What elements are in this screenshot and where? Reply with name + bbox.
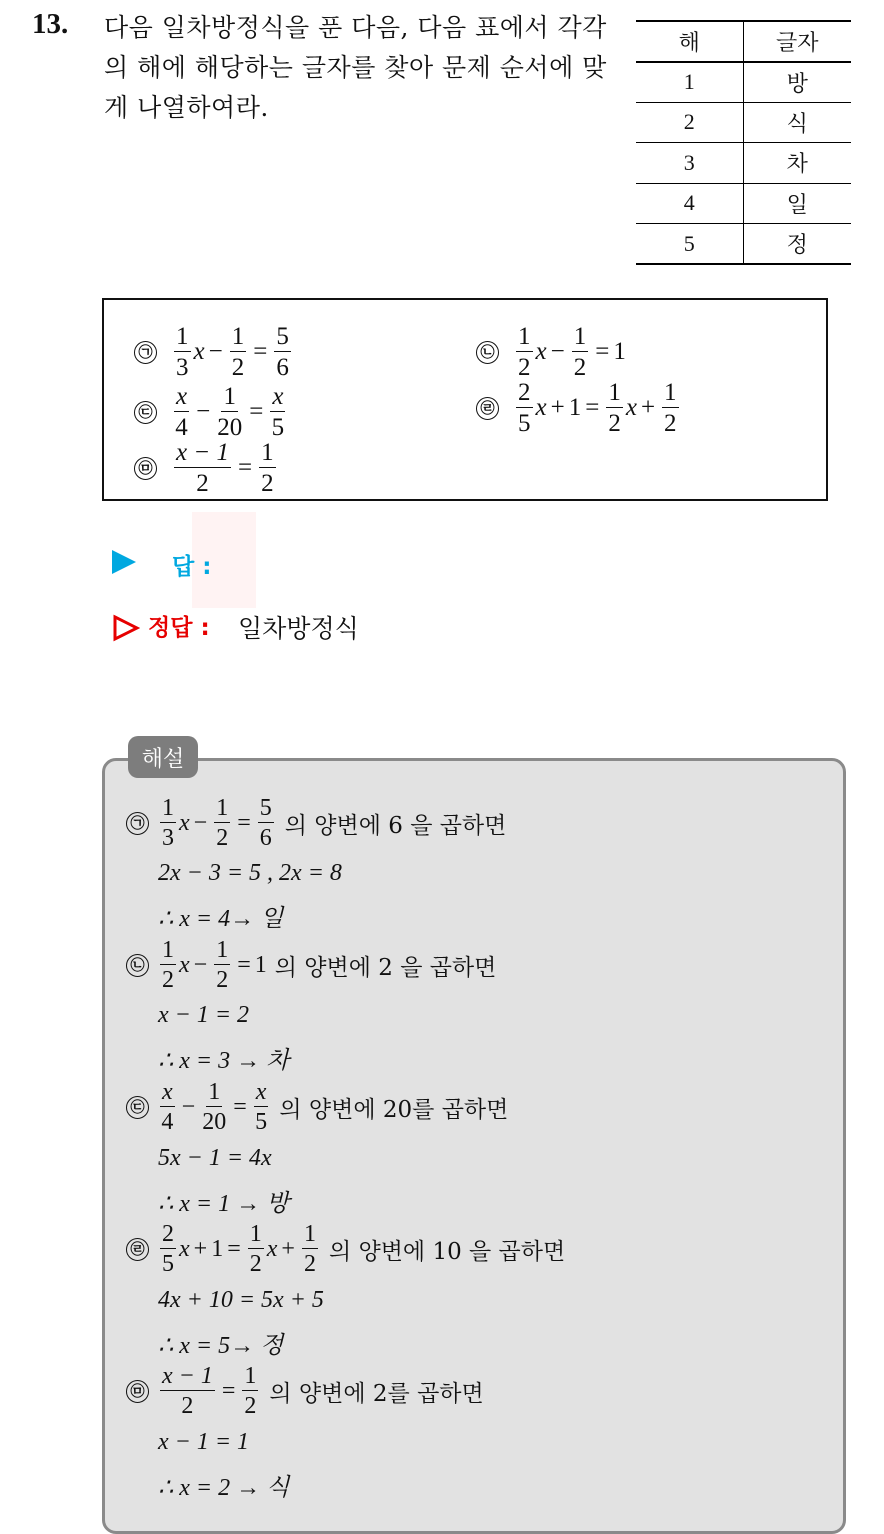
step-result: ∴ x = 2 → 식 <box>158 1475 290 1501</box>
denominator: 2 <box>196 470 209 497</box>
numerator: 1 <box>244 1363 257 1389</box>
step-line: 4x + 10 = 5x + 5 <box>158 1287 324 1313</box>
table-cell: 4 <box>636 183 743 224</box>
table-cell: 3 <box>636 143 743 184</box>
step-instruction: 의 양변에 10 을 곱하면 <box>328 1238 566 1265</box>
fraction <box>214 938 230 992</box>
denominator: 5 <box>518 410 531 437</box>
denominator: 3 <box>176 354 189 381</box>
numerator: x <box>255 1079 267 1105</box>
fraction <box>254 1080 269 1134</box>
fraction <box>302 1222 318 1276</box>
denominator: 2 <box>303 1251 316 1277</box>
numerator: 1 <box>664 379 677 406</box>
denominator: 2 <box>244 1393 257 1419</box>
table-header-solution: 해 <box>636 21 743 62</box>
denominator: 2 <box>518 354 531 381</box>
table-row <box>636 224 851 265</box>
fraction <box>606 380 623 436</box>
variable-x: x <box>193 338 205 365</box>
step-instruction: 의 양변에 2 을 곱하면 <box>274 954 497 981</box>
question-number: 13. <box>32 8 69 40</box>
denominator: 6 <box>276 354 289 381</box>
equation-5: ㉤ $\frac{x - 1}{2}$ = $\frac{1}{2}$ <box>134 440 279 496</box>
equation-1: ㉠ $\frac{1}{3}$ x − $\frac{1}{2}$ = $\frac{5}{6}$ <box>134 324 294 380</box>
denominator: 5 <box>255 1109 268 1135</box>
explanation-step-5: ㉤ $\frac{x - 1}{2}$ = $\frac{1}{2}$ 의 양변에 2를 곱하면 <box>126 1364 484 1418</box>
marker-5: ㉤ <box>126 1380 149 1403</box>
fraction <box>202 1080 226 1134</box>
numerator: 5 <box>276 323 289 350</box>
fraction <box>160 1222 176 1276</box>
marker-5: ㉤ <box>134 457 157 480</box>
denominator: 2 <box>664 410 677 437</box>
denominator: 20 <box>217 414 243 441</box>
table-cell: 2 <box>636 102 743 143</box>
step-instruction: 의 양변에 20를 곱하면 <box>279 1096 509 1123</box>
table-cell: 5 <box>636 224 743 265</box>
constant: 1 <box>568 394 582 421</box>
fraction <box>160 796 176 850</box>
constant: 1 <box>211 1235 224 1262</box>
fraction <box>516 324 533 380</box>
fraction <box>259 440 276 496</box>
numerator: 1 <box>223 383 236 410</box>
equations-box <box>102 298 828 501</box>
fraction <box>160 1364 215 1418</box>
denominator: 3 <box>162 825 174 851</box>
step-result: ∴ x = 5→ 정 <box>158 1333 284 1359</box>
step-instruction: 의 양변에 6 을 곱하면 <box>284 812 507 839</box>
rhs-value: 1 <box>254 951 267 978</box>
solution-letter-table <box>636 20 851 265</box>
step-line: 5x − 1 = 4x <box>158 1145 272 1171</box>
question-text: 다음 일차방정식을 푼 다음, 다음 표에서 각각의 해에 해당하는 글자를 찾아 문제 순서에 맞게 나열하여라. <box>104 13 607 122</box>
equation-3: ㉢ $\frac{x}{4}$ − $\frac{1}{20}$ = $\frac{x}{5}$ <box>134 384 288 440</box>
marker-3: ㉢ <box>126 1096 149 1119</box>
table-row <box>636 143 851 184</box>
denominator: 5 <box>162 1251 174 1277</box>
equation-4: ㉣ $\frac{2}{5}$ x + 1 = $\frac{1}{2}$ x + $\frac{1}{2}$ <box>476 380 682 436</box>
marker-4: ㉣ <box>126 1238 149 1261</box>
variable-x: x <box>625 394 637 421</box>
fraction <box>516 380 533 436</box>
numerator: 1 <box>176 323 189 350</box>
table-row <box>636 62 851 103</box>
denominator: 4 <box>175 414 188 441</box>
fraction <box>274 324 291 380</box>
numerator: 1 <box>208 1079 221 1105</box>
variable-x: x <box>535 394 547 421</box>
numerator: 1 <box>518 323 531 350</box>
fraction <box>214 796 230 850</box>
fraction <box>662 380 679 436</box>
explanation-step-3: ㉢ $\frac{x}{4}$ − $\frac{1}{20}$ = $\frac{x}{5}$ 의 양변에 20를 곱하면 <box>126 1080 508 1134</box>
marker-1: ㉠ <box>134 341 157 364</box>
fraction <box>572 324 589 380</box>
denominator: 2 <box>573 354 587 381</box>
table-header-letter: 글자 <box>775 30 819 56</box>
marker-1: ㉠ <box>126 812 149 835</box>
table-cell: 일 <box>786 192 808 218</box>
numerator: 1 <box>216 937 229 963</box>
denominator: 2 <box>181 1393 194 1419</box>
marker-2: ㉡ <box>126 954 149 977</box>
fraction <box>270 384 285 440</box>
explanation-tab: 해설 <box>128 736 198 778</box>
answer-arrow-icon <box>112 550 136 574</box>
step-line: x − 1 = 1 <box>158 1429 250 1455</box>
numerator: x <box>176 383 188 410</box>
numerator: 5 <box>259 795 272 821</box>
numerator: x − 1 <box>176 439 229 466</box>
table-cell: 식 <box>786 111 808 137</box>
table-row <box>636 102 851 143</box>
denominator: 2 <box>216 967 229 993</box>
rhs-value: 1 <box>613 338 626 365</box>
step-result: ∴ x = 4→ 일 <box>158 906 284 932</box>
fraction <box>242 1364 258 1418</box>
fraction <box>230 324 247 380</box>
fraction <box>160 1080 175 1134</box>
table-row <box>636 183 851 224</box>
step-instruction: 의 양변에 2를 곱하면 <box>269 1380 484 1407</box>
numerator: 1 <box>162 795 174 821</box>
numerator: 1 <box>608 379 621 406</box>
numerator: 1 <box>303 1221 316 1247</box>
numerator: 1 <box>261 439 274 466</box>
table-cell: 정 <box>786 233 808 258</box>
correct-answer-label: 정답 : <box>148 615 210 641</box>
marker-2: ㉡ <box>476 341 499 364</box>
numerator: 1 <box>231 323 245 350</box>
step-line: x − 1 = 2 <box>158 1002 250 1028</box>
denominator: 2 <box>216 825 229 851</box>
variable-x: x <box>535 338 547 365</box>
explanation-step-2: ㉡ $\frac{1}{2}$ x − $\frac{1}{2}$ = 1 의 양변에 2 을 곱하면 <box>126 938 496 992</box>
denominator: 2 <box>162 967 174 993</box>
numerator: 1 <box>216 795 229 821</box>
numerator: x <box>272 383 284 410</box>
equation-2: ㉡ $\frac{1}{2}$ x − $\frac{1}{2}$ = 1 <box>476 324 626 380</box>
step-result: ∴ x = 3 → 차 <box>158 1048 290 1074</box>
denominator: 5 <box>271 414 285 441</box>
table-cell: 1 <box>636 62 743 103</box>
fraction <box>258 796 274 850</box>
denominator: 2 <box>261 470 274 497</box>
marker-4: ㉣ <box>476 397 499 420</box>
fraction <box>174 440 231 496</box>
numerator: x <box>162 1079 173 1105</box>
numerator: 2 <box>518 379 531 406</box>
correct-answer-value: 일차방정식 <box>238 614 359 643</box>
step-result: ∴ x = 1 → 방 <box>158 1191 290 1217</box>
fraction <box>160 938 176 992</box>
denominator: 2 <box>231 354 245 381</box>
table-header-row <box>636 21 851 62</box>
fraction <box>248 1222 264 1276</box>
denominator: 2 <box>608 410 621 437</box>
answer-label: 답 : <box>172 554 212 580</box>
explanation-step-1: ㉠ $\frac{1}{3}$ x − $\frac{1}{2}$ = $\frac{5}{6}$ 의 양변에 6 을 곱하면 <box>126 796 506 850</box>
denominator: 2 <box>249 1251 262 1277</box>
fraction <box>174 384 189 440</box>
fraction <box>217 384 242 440</box>
table-cell: 방 <box>786 71 808 97</box>
correct-arrow-icon <box>112 614 140 642</box>
marker-3: ㉢ <box>134 401 157 424</box>
numerator: x − 1 <box>162 1363 213 1389</box>
numerator: 1 <box>162 937 174 963</box>
denominator: 6 <box>259 825 272 851</box>
denominator: 4 <box>161 1109 174 1135</box>
table-cell: 차 <box>786 152 808 178</box>
fraction <box>174 324 191 380</box>
step-line: 2x − 3 = 5 , 2x = 8 <box>158 860 342 886</box>
numerator: 2 <box>162 1221 174 1247</box>
numerator: 1 <box>249 1221 262 1247</box>
explanation-step-4: ㉣ $\frac{2}{5}$ x + 1 = $\frac{1}{2}$ x + $\frac{1}{2}$ 의 양변에 10 을 곱하면 <box>126 1222 565 1276</box>
numerator: 1 <box>573 323 587 350</box>
denominator: 20 <box>202 1109 227 1135</box>
